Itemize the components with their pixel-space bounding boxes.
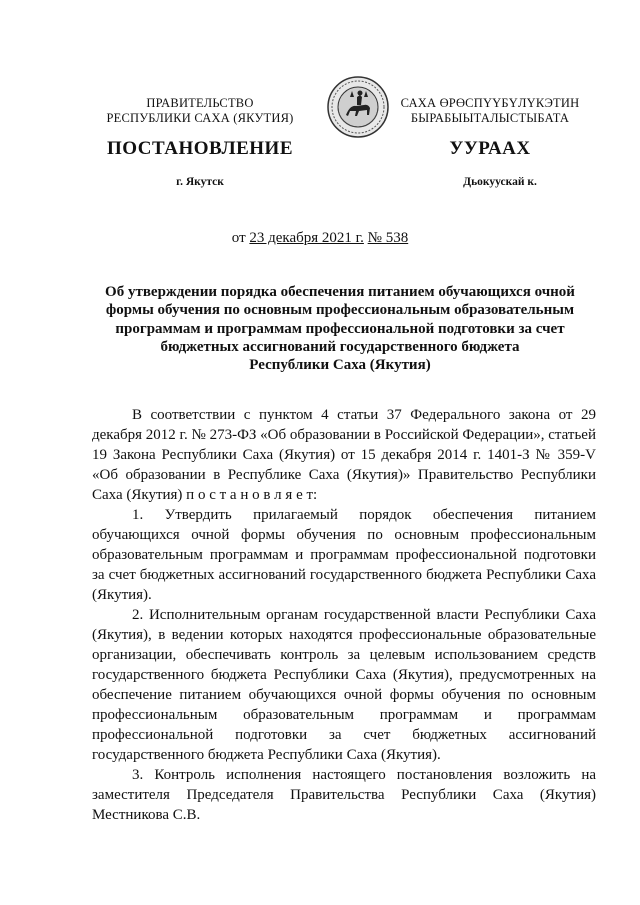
title-line: формы обучения по основным профессиональным образовательным <box>105 302 575 319</box>
issuer-left-line1: ПРАВИТЕЛЬСТВО <box>146 96 254 110</box>
issuer-left-line2: РЕСПУБЛИКИ САХА (ЯКУТИЯ) <box>106 111 294 125</box>
document-number: № 538 <box>367 230 409 246</box>
document-date: 23 декабря 2021 г. <box>249 230 364 246</box>
city-right: Дьокуускай к. <box>463 176 537 188</box>
issuer-right-line1: САХА ӨРӨСПҮҮБҮЛҮКЭТИН <box>400 96 580 110</box>
issuer-left <box>100 96 300 126</box>
item-3-paragraph: 3. Контроль исполнения настоящего постановления возложить на заместителя Председателя Правительства Республики Саха (Якутия) Местникова С.В. <box>92 767 596 823</box>
issuer-right <box>385 96 595 126</box>
issuer-right-line2: БЫРАБЫЫТАЛЫСТЫБАТА <box>410 111 570 125</box>
preamble-paragraph: В соответствии с пунктом 4 статьи 37 Федерального закона от 29 декабря 2012 г. № 273-ФЗ «Об образовании в Российской Федерации», статьей 19 Закона Республики Саха (Якутия) от 15 декабря 2014 г. 1401-З № 359-V «Об образовании в Республике Саха (Якутия)» Правительство Республики Саха (Якутия) п о с т а н о в л я е т: <box>92 407 596 503</box>
item-1-paragraph: 1. Утвердить прилагаемый порядок обеспечения питанием обучающихся очной формы обучения по основным профессиональным образовательным программам и программам профессиональной подготовки за счет бюджетных ассигнований государственного бюджета Республики Саха (Якутия). <box>92 507 596 603</box>
date-prefix: от <box>231 230 246 246</box>
doc-type-left: ПОСТАНОВЛЕНИЕ <box>106 138 294 159</box>
title-line: бюджетных ассигнований государственного бюджета <box>160 338 520 355</box>
title-line: Республики Саха (Якутия) <box>249 357 431 374</box>
date-line <box>0 230 640 247</box>
coat-of-arms-icon <box>326 75 390 139</box>
doc-type-right: УУРААХ <box>449 138 531 159</box>
title-line: Об утверждении порядка обеспечения питанием обучающихся очной <box>105 284 575 300</box>
document-title <box>80 283 600 374</box>
document-body <box>92 405 596 825</box>
title-line: программам и программам профессиональной подготовки за счет <box>115 320 565 337</box>
item-2-paragraph: 2. Исполнительным органам государственной власти Республики Саха (Якутия), в ведении которых находятся профессиональные образовательные организации, обеспечивать контроль за целевым использованием средств государственного бюджета Республики Саха (Якутия), предусмотренных на обеспечение питанием обучающихся очной формы обучения по основным профессиональным образовательным программам и программам профессиональной подготовки за счет бюджетных ассигнований государственного бюджета Республики Саха (Якутия). <box>92 607 596 763</box>
city-left: г. Якутск <box>176 176 224 188</box>
